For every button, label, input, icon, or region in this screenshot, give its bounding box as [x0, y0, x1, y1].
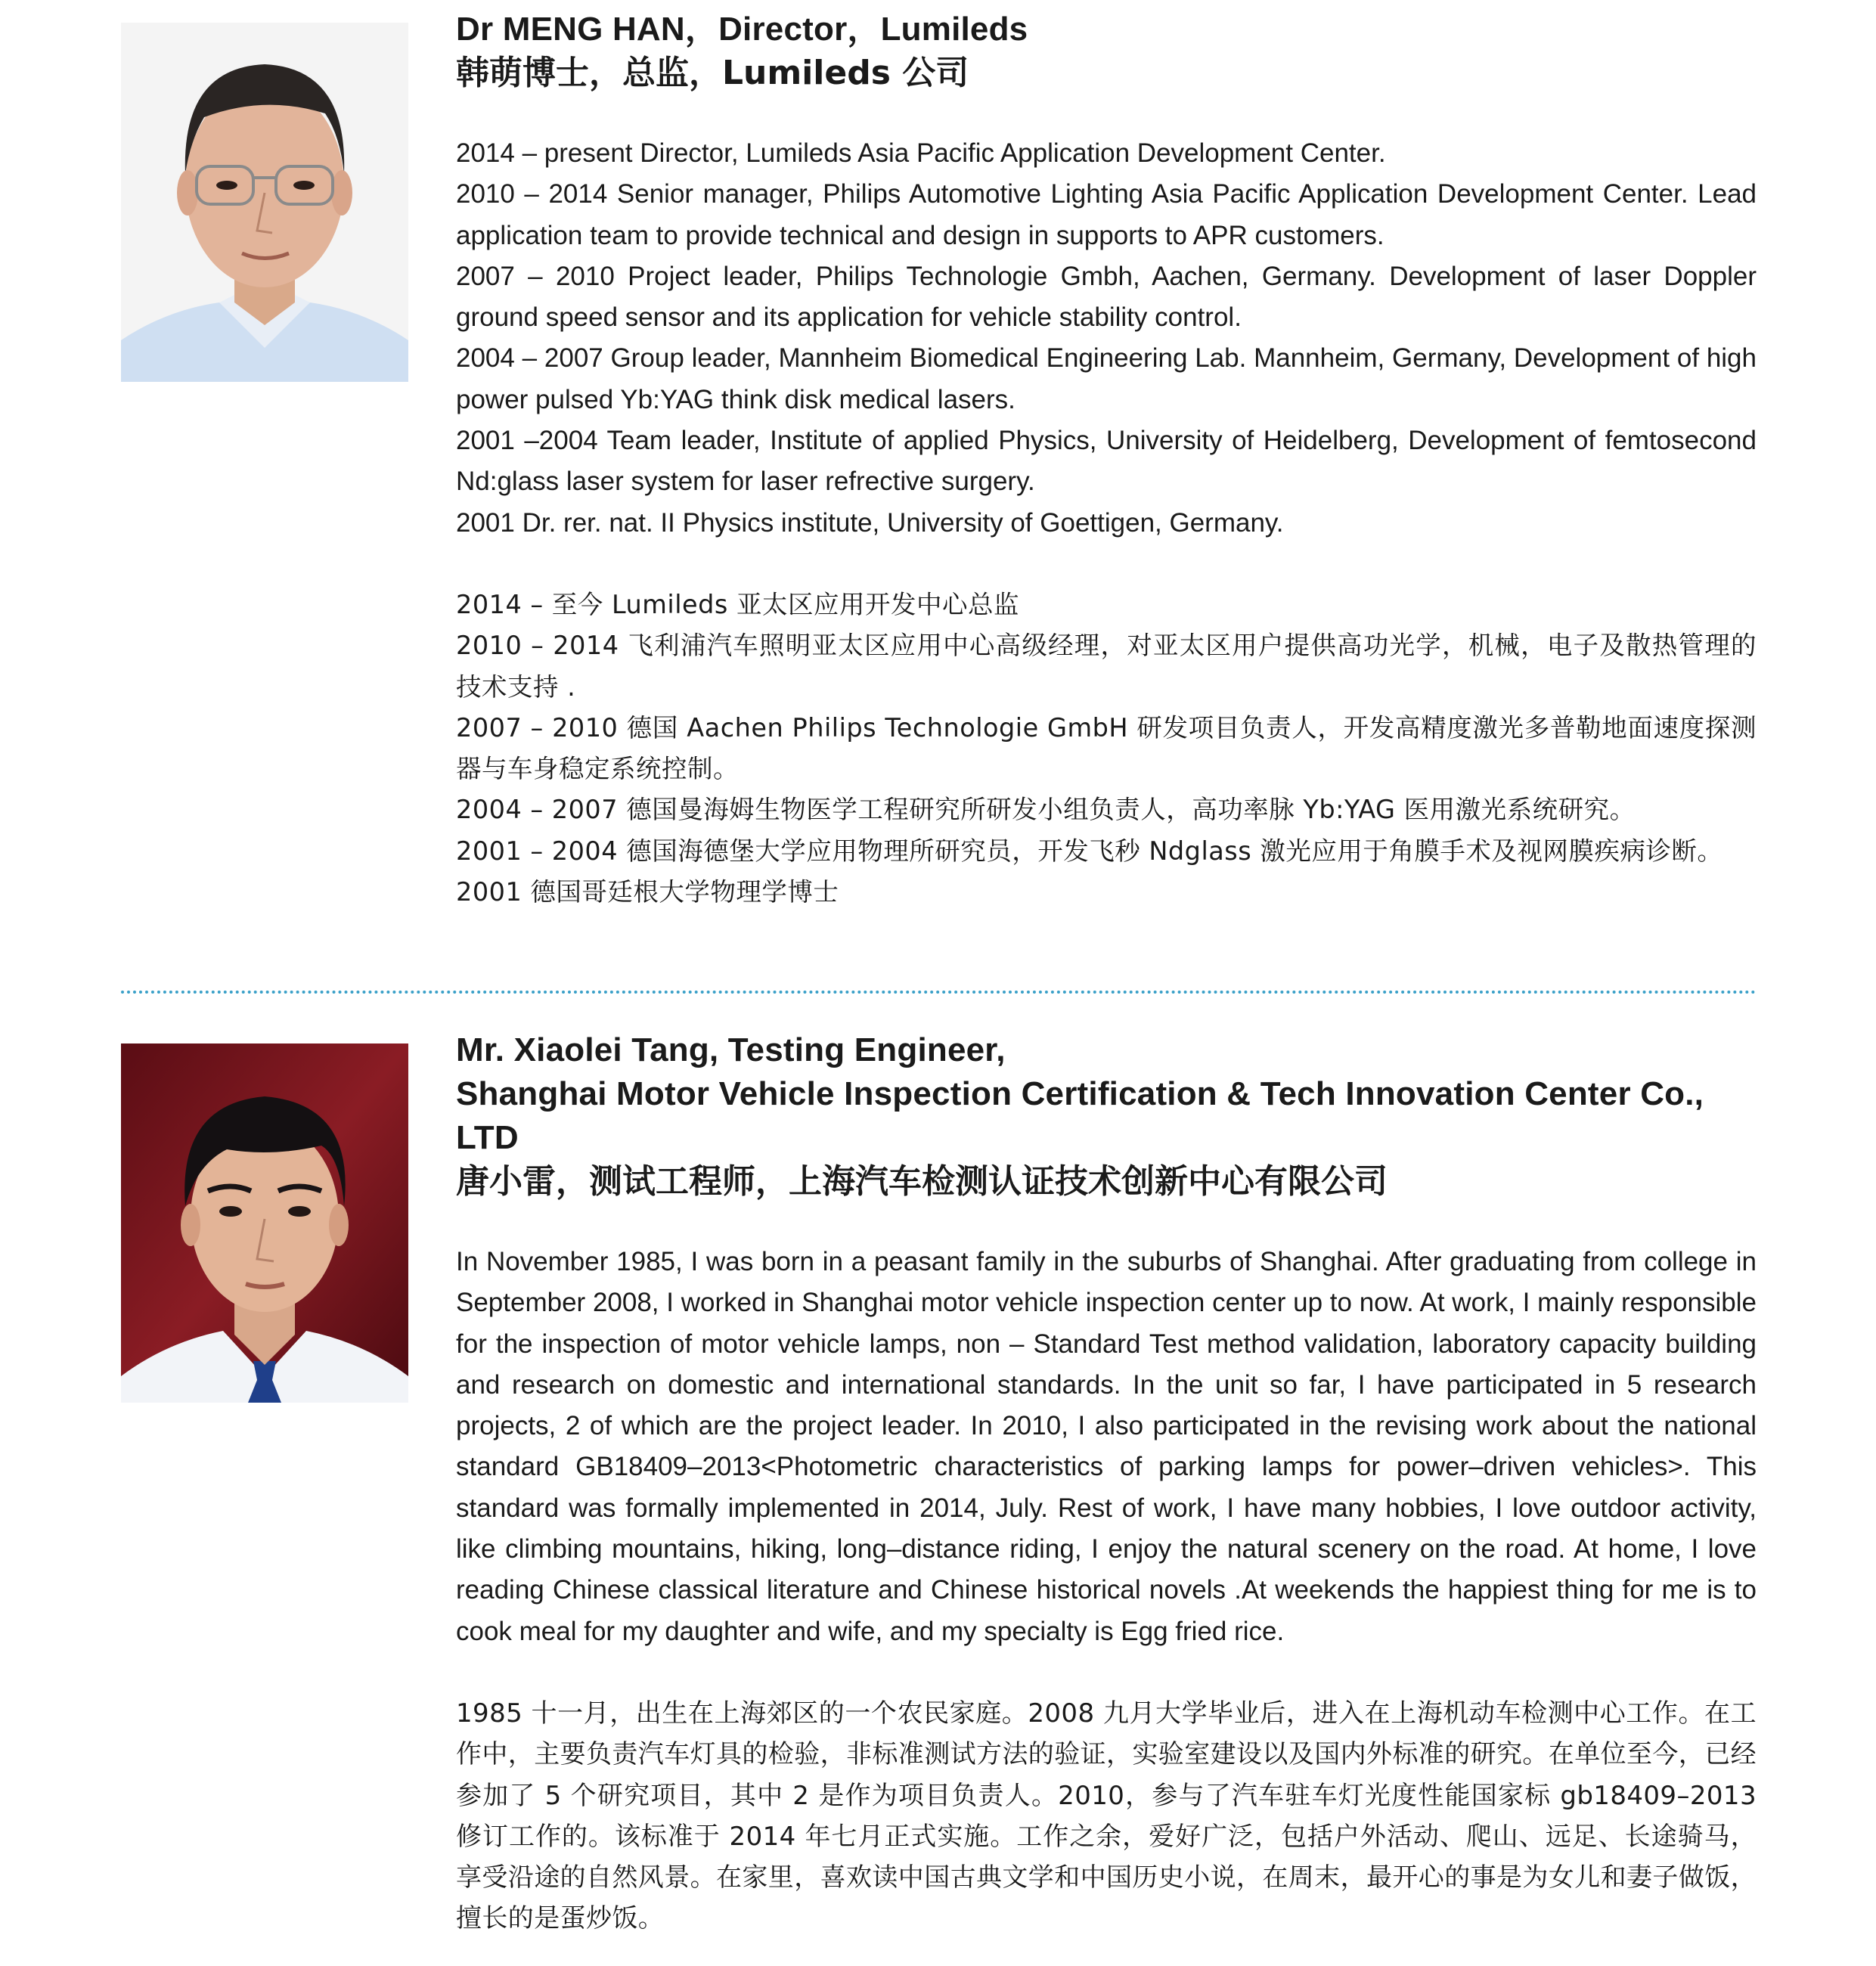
career-entry: 2007 – 2010 Project leader, Philips Technologie Gmbh, Aachen, Germany. Development of laser Doppler ground speed sensor and its application for vehicle stability control.: [456, 261, 1757, 333]
name-english: Dr MENG HAN，Director，Lumileds: [456, 11, 1028, 48]
bio-paragraph-chinese: 1985 十一月，出生在上海郊区的一个农民家庭。2008 九月大学毕业后，进入在上海机动车检测中心工作。在工作中，主要负责汽车灯具的检验，非标准测试方法的验证，实验室建设以及国内外标准的研究。在单位至今，已经参加了 5 个研究项目，其中 2 是作为项目负责人。2010，参与了汽车驻车灯光度性能国家标 gb18409–2013 修订工作的。该标准于 2014 年七月正式实施。工作之余，爱好广泛，包括户外活动、爬山、远足、长途骑马，享受沿途的自然风景。在家里，喜欢读中国古典文学和中国历史小说，在周末，最开心的事是为女儿和妻子做饭，擅长的是蛋炒饭。: [456, 1698, 1757, 1934]
career-entry-zh: 2001 – 2004 德国海德堡大学应用物理所研究员，开发飞秒 Ndglass 激光应用于角膜手术及视网膜疾病诊断。: [456, 836, 1723, 866]
career-entry-zh: 2007 – 2010 德国 Aachen Philips Technologie GmbH 研发项目负责人，开发高精度激光多普勒地面速度探测器与车身稳定系统控制。: [456, 712, 1757, 784]
portrait-photo-xiaolei-tang: [121, 1043, 408, 1403]
career-entry: 2001 Dr. rer. nat. II Physics institute, University of Goettigen, Germany.: [456, 507, 1284, 538]
bio-english: [456, 1242, 1757, 1652]
name-chinese: 唐小雷，测试工程师，上海汽车检测认证技术创新中心有限公司: [456, 1162, 1388, 1201]
career-entry-zh: 2004 – 2007 德国曼海姆生物医学工程研究所研发小组负责人，高功率脉 Yb:YAG 医用激光系统研究。: [456, 795, 1636, 825]
bio-chinese: [456, 1693, 1757, 1940]
profile-content: [456, 8, 1757, 913]
career-entry-zh: 2001 德国哥廷根大学物理学博士: [456, 877, 839, 907]
portrait-image: [121, 1043, 408, 1403]
name-chinese: 韩萌博士，总监，Lumileds 公司: [456, 54, 969, 92]
section-divider: [121, 991, 1757, 994]
career-entry: 2010 – 2014 Senior manager, Philips Automotive Lighting Asia Pacific Application Development Center. Lead application team to provide technical and design in supports to APR customers.: [456, 179, 1757, 250]
career-entry: 2004 – 2007 Group leader, Mannheim Biomedical Engineering Lab. Mannheim, Germany, Development of high power pulsed Yb:YAG think disk medical lasers.: [456, 343, 1757, 414]
career-entry-zh: 2014 – 至今 Lumileds 亚太区应用开发中心总监: [456, 589, 1019, 619]
career-entry-zh: 2010 – 2014 飞利浦汽车照明亚太区应用中心高级经理，对亚太区用户提供高功光学，机械，电子及散热管理的技术支持 .: [456, 631, 1757, 702]
name-english-line1: Mr. Xiaolei Tang, Testing Engineer,: [456, 1031, 1006, 1068]
career-entry: 2014 – present Director, Lumileds Asia Pacific Application Development Center.: [456, 138, 1386, 168]
career-entry: 2001 –2004 Team leader, Institute of applied Physics, University of Heidelberg, Development of femtosecond Nd:glass laser system for laser refrective surgery.: [456, 426, 1757, 497]
bio-paragraph-english: In November 1985, I was born in a peasant family in the suburbs of Shanghai. After graduating from college in September 2008, I worked in Shanghai motor vehicle inspection center up to now. At work, I mainly responsible for the inspection of motor vehicle lamps, non – Standard Test method validation, laboratory capacity building and research on domestic and international standards. In the unit so far, I have participated in 5 research projects, 2 of which are the project leader. In 2010, I also participated in the revising work about the national standard GB18409–2013<Photometric characteristics of parking lamps for power–driven vehicles>. This standard was formally implemented in 2014, July. Rest of work, I have many hobbies, I love outdoor activity, like climbing mountains, hiking, long–distance riding, I enjoy the natural scenery on the road. At home, I love reading Chinese classical literature and Chinese historical novels .At weekends the happiest thing for me is to cook meal for my daughter and wife, and my specialty is Egg fried rice.: [456, 1247, 1757, 1646]
portrait-photo-meng-han: [121, 23, 408, 382]
career-entries-chinese: [456, 585, 1757, 913]
portrait-image: [121, 23, 408, 382]
career-entries-english: [456, 133, 1757, 544]
name-english-line2: Shanghai Motor Vehicle Inspection Certification & Tech Innovation Center Co., LTD: [456, 1075, 1704, 1156]
profile-content: [456, 1028, 1757, 1940]
